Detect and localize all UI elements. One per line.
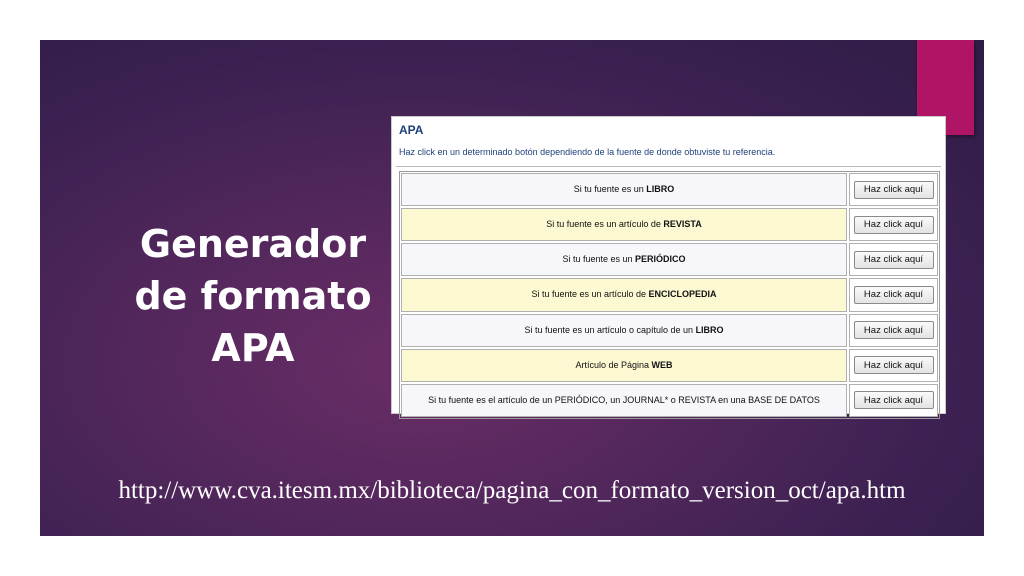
slide-title <box>122 218 384 374</box>
source-type-label <box>401 384 847 417</box>
button-cell <box>849 314 938 347</box>
source-type-keyword: ENCICLOPEDIA <box>648 289 717 300</box>
button-cell <box>849 173 938 206</box>
table-row <box>400 242 939 277</box>
apa-heading: APA <box>399 123 424 137</box>
source-type-text <box>562 254 685 265</box>
haz-click-aqui-button[interactable]: Haz click aquí <box>854 356 934 374</box>
button-cell <box>849 349 938 382</box>
divider <box>396 166 941 167</box>
source-type-prefix: Si tu fuente es el artículo de un PERIÓDICO, un JOURNAL* o REVISTA en una BASE DE DATOS <box>428 394 820 405</box>
table-row <box>400 172 939 207</box>
source-type-keyword: PERIÓDICO <box>635 254 686 265</box>
source-type-label <box>401 173 847 206</box>
source-type-prefix: Artículo de Página <box>575 359 652 370</box>
table-row <box>400 313 939 348</box>
haz-click-aqui-button[interactable]: Haz click aquí <box>854 391 934 409</box>
source-type-label <box>401 278 847 311</box>
source-type-prefix: Si tu fuente es un artículo de <box>531 289 649 300</box>
source-type-text <box>428 395 820 406</box>
source-type-keyword: REVISTA <box>663 219 702 230</box>
slide-title-line-2: de formato <box>134 274 372 318</box>
source-type-text <box>531 289 716 300</box>
button-cell <box>849 278 938 311</box>
table-row <box>400 277 939 312</box>
source-type-text <box>575 360 672 371</box>
source-type-table <box>399 171 940 419</box>
slide-title-line-3: APA <box>211 326 295 370</box>
source-type-keyword: LIBRO <box>695 324 724 335</box>
source-type-text <box>524 325 723 336</box>
source-type-keyword: LIBRO <box>646 184 675 195</box>
source-type-label <box>401 349 847 382</box>
source-url[interactable]: http://www.cva.itesm.mx/biblioteca/pagina_con_formato_version_oct/apa.htm <box>118 477 906 504</box>
apa-instruction: Haz click en un determinado botón dependiendo de la fuente de donde obtuviste tu referencia. <box>399 147 776 157</box>
haz-click-aqui-button[interactable]: Haz click aquí <box>854 251 934 269</box>
button-cell <box>849 384 938 417</box>
source-type-prefix: Si tu fuente es un artículo o capítulo de un <box>524 324 696 335</box>
slide-title-line-1: Generador <box>139 222 367 266</box>
button-cell <box>849 243 938 276</box>
haz-click-aqui-button[interactable]: Haz click aquí <box>854 286 934 304</box>
apa-screenshot <box>391 116 946 414</box>
table-row <box>400 348 939 383</box>
source-type-text <box>574 184 675 195</box>
source-type-label <box>401 243 847 276</box>
source-type-prefix: Si tu fuente es un artículo de <box>546 219 664 230</box>
haz-click-aqui-button[interactable]: Haz click aquí <box>854 181 934 199</box>
table-row <box>400 207 939 242</box>
source-type-text <box>546 219 701 230</box>
source-type-prefix: Si tu fuente es un <box>562 254 636 265</box>
source-type-label <box>401 314 847 347</box>
button-cell <box>849 208 938 241</box>
table-row <box>400 383 939 418</box>
source-type-prefix: Si tu fuente es un <box>573 184 647 195</box>
source-type-label <box>401 208 847 241</box>
source-type-keyword: WEB <box>651 359 673 370</box>
haz-click-aqui-button[interactable]: Haz click aquí <box>854 216 934 234</box>
haz-click-aqui-button[interactable]: Haz click aquí <box>854 321 934 339</box>
